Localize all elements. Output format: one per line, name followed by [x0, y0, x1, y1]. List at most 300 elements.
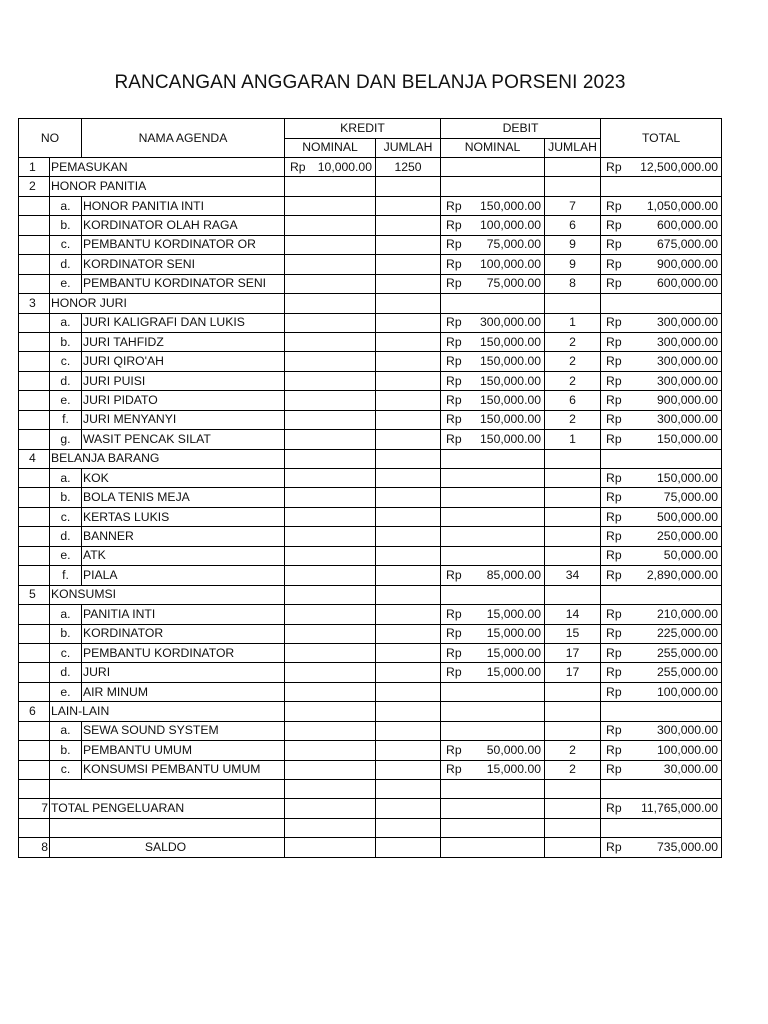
debit-nominal: [441, 838, 545, 857]
total-amount: [601, 643, 722, 662]
currency-symbol: Rp: [606, 548, 622, 563]
total-amount-value: 12,500,000.00: [640, 159, 719, 174]
currency-symbol: Rp: [606, 276, 622, 291]
kredit-nominal: [285, 352, 376, 371]
sub-letter: b.: [50, 624, 82, 643]
currency-symbol: Rp: [606, 354, 622, 369]
agenda-name: JURI PIDATO: [82, 391, 285, 410]
kredit-nominal: [285, 605, 376, 624]
currency-symbol: Rp: [606, 470, 622, 485]
sub-letter: c.: [50, 760, 82, 779]
total-amount-value: 250,000.00: [657, 529, 719, 544]
agenda-name: AIR MINUM: [82, 682, 285, 701]
total-amount-value: 100,000.00: [657, 742, 719, 757]
debit-jumlah: 2: [545, 371, 601, 390]
kredit-nominal: [285, 838, 376, 857]
kredit-nominal: [285, 566, 376, 585]
table-row: [19, 391, 722, 410]
table-row: [19, 818, 722, 837]
debit-nominal: [441, 332, 545, 351]
debit-nominal: [441, 196, 545, 215]
debit-jumlah: [545, 546, 601, 565]
kredit-nominal: [285, 682, 376, 701]
debit-jumlah: 9: [545, 255, 601, 274]
row-number: [19, 235, 50, 254]
agenda-name: SEWA SOUND SYSTEM: [82, 721, 285, 740]
total-amount-value: 2,890,000.00: [646, 567, 719, 582]
agenda-name: PEMBANTU KORDINATOR: [82, 643, 285, 662]
table-row: [19, 799, 722, 818]
kredit-jumlah: [376, 780, 441, 799]
kredit-nominal: [285, 332, 376, 351]
debit-nominal-value: 85,000.00: [486, 567, 542, 582]
agenda-name: PEMBANTU KORDINATOR OR: [82, 235, 285, 254]
summary-label: TOTAL PENGELUARAN: [50, 799, 285, 818]
currency-symbol: Rp: [606, 431, 622, 446]
kredit-jumlah: [376, 605, 441, 624]
currency-symbol: Rp: [446, 431, 462, 446]
agenda-name: PIALA: [82, 566, 285, 585]
kredit-jumlah: [376, 274, 441, 293]
currency-symbol: Rp: [606, 490, 622, 505]
debit-nominal: [441, 449, 545, 468]
row-number: [19, 605, 50, 624]
total-amount-value: 900,000.00: [657, 256, 719, 271]
table-row: [19, 371, 722, 390]
sub-letter: c.: [50, 235, 82, 254]
kredit-jumlah: [376, 643, 441, 662]
row-number: [19, 216, 50, 235]
debit-nominal: [441, 527, 545, 546]
sub-letter: a.: [50, 469, 82, 488]
debit-nominal: [441, 488, 545, 507]
debit-nominal: [441, 410, 545, 429]
total-amount-value: 300,000.00: [657, 412, 719, 427]
currency-symbol: Rp: [606, 665, 622, 680]
debit-nominal-value: 150,000.00: [480, 198, 542, 213]
kredit-nominal: [285, 313, 376, 332]
row-number: [19, 643, 50, 662]
row-number: [19, 682, 50, 701]
debit-nominal: [441, 741, 545, 760]
debit-nominal-value: 50,000.00: [486, 742, 542, 757]
currency-symbol: Rp: [606, 334, 622, 349]
section-name: HONOR JURI: [50, 294, 285, 313]
debit-jumlah: 6: [545, 391, 601, 410]
kredit-jumlah: [376, 294, 441, 313]
debit-nominal: [441, 158, 545, 177]
sub-letter: a.: [50, 605, 82, 624]
currency-symbol: Rp: [446, 606, 462, 621]
sub-letter: a.: [50, 313, 82, 332]
currency-symbol: Rp: [606, 645, 622, 660]
currency-symbol: Rp: [606, 159, 622, 174]
total-amount: [601, 255, 722, 274]
row-number: 3: [19, 294, 50, 313]
kredit-jumlah: [376, 546, 441, 565]
currency-symbol: Rp: [606, 801, 622, 816]
kredit-jumlah: [376, 352, 441, 371]
currency-symbol: Rp: [446, 218, 462, 233]
total-amount-value: 600,000.00: [657, 276, 719, 291]
debit-nominal-value: 150,000.00: [480, 392, 542, 407]
currency-symbol: Rp: [606, 218, 622, 233]
total-amount: [601, 196, 722, 215]
table-row: [19, 643, 722, 662]
section-name: KONSUMSI: [50, 585, 285, 604]
sub-letter: e.: [50, 546, 82, 565]
total-amount: [601, 585, 722, 604]
currency-symbol: Rp: [606, 529, 622, 544]
currency-symbol: Rp: [606, 684, 622, 699]
kredit-nominal: [285, 663, 376, 682]
currency-symbol: Rp: [606, 315, 622, 330]
total-amount: [601, 605, 722, 624]
debit-nominal-value: 150,000.00: [480, 334, 542, 349]
total-amount: [601, 741, 722, 760]
table-row: [19, 469, 722, 488]
sub-letter: b.: [50, 741, 82, 760]
debit-nominal-value: 75,000.00: [486, 276, 542, 291]
debit-nominal: [441, 818, 545, 837]
debit-nominal: [441, 546, 545, 565]
row-number: [19, 255, 50, 274]
kredit-jumlah: [376, 371, 441, 390]
row-number: 1: [19, 158, 50, 177]
table-row: [19, 624, 722, 643]
agenda-name: JURI: [82, 663, 285, 682]
agenda-name: HONOR PANITIA INTI: [82, 196, 285, 215]
total-amount-value: 600,000.00: [657, 218, 719, 233]
debit-nominal: [441, 799, 545, 818]
table-body: [19, 158, 722, 858]
debit-nominal: [441, 371, 545, 390]
agenda-name: JURI MENYANYI: [82, 410, 285, 429]
total-amount: [601, 663, 722, 682]
table-header: [19, 119, 722, 158]
currency-symbol: Rp: [446, 665, 462, 680]
total-amount: [601, 449, 722, 468]
section-name: BELANJA BARANG: [50, 449, 285, 468]
row-number: [19, 760, 50, 779]
debit-jumlah: 14: [545, 605, 601, 624]
kredit-nominal: [285, 430, 376, 449]
kredit-nominal: [285, 799, 376, 818]
total-amount: [601, 235, 722, 254]
total-amount: [601, 158, 722, 177]
debit-jumlah: [545, 449, 601, 468]
kredit-nominal: [285, 624, 376, 643]
kredit-jumlah: [376, 507, 441, 526]
total-amount-value: 1,050,000.00: [646, 198, 719, 213]
kredit-jumlah: [376, 332, 441, 351]
currency-symbol: Rp: [446, 412, 462, 427]
debit-jumlah: 7: [545, 196, 601, 215]
total-amount: [601, 294, 722, 313]
kredit-jumlah: [376, 255, 441, 274]
table-row: [19, 527, 722, 546]
debit-nominal: [441, 235, 545, 254]
currency-symbol: Rp: [446, 742, 462, 757]
kredit-nominal: [285, 507, 376, 526]
currency-symbol: Rp: [446, 237, 462, 252]
table-row: [19, 332, 722, 351]
kredit-nominal: [285, 585, 376, 604]
section-name: PEMASUKAN: [50, 158, 285, 177]
row-number: [19, 818, 50, 837]
currency-symbol: Rp: [606, 237, 622, 252]
total-amount-value: 300,000.00: [657, 315, 719, 330]
debit-nominal-value: 15,000.00: [486, 645, 542, 660]
total-amount: [601, 566, 722, 585]
kredit-nominal: [285, 196, 376, 215]
budget-table: [18, 118, 722, 858]
kredit-nominal: [285, 546, 376, 565]
total-amount: [601, 488, 722, 507]
kredit-nominal: [285, 255, 376, 274]
currency-symbol: Rp: [446, 334, 462, 349]
kredit-jumlah: [376, 196, 441, 215]
kredit-nominal: [285, 274, 376, 293]
row-number: [19, 313, 50, 332]
kredit-nominal: [285, 391, 376, 410]
currency-symbol: Rp: [446, 645, 462, 660]
kredit-jumlah: [376, 469, 441, 488]
header-nama-agenda: NAMA AGENDA: [82, 119, 285, 158]
kredit-nominal: [285, 469, 376, 488]
debit-jumlah: [545, 780, 601, 799]
table-row: [19, 585, 722, 604]
row-number: 2: [19, 177, 50, 196]
kredit-jumlah: [376, 449, 441, 468]
sub-letter: d.: [50, 255, 82, 274]
total-amount-value: 675,000.00: [657, 237, 719, 252]
debit-nominal: [441, 624, 545, 643]
currency-symbol: Rp: [606, 567, 622, 582]
total-amount-value: 11,765,000.00: [640, 801, 719, 816]
kredit-nominal: [285, 177, 376, 196]
sub-letter: a.: [50, 196, 82, 215]
debit-jumlah: 17: [545, 663, 601, 682]
sub-letter: b.: [50, 332, 82, 351]
kredit-jumlah: [376, 682, 441, 701]
row-number: 8: [19, 838, 50, 857]
kredit-nominal: [285, 721, 376, 740]
sub-letter: f.: [50, 566, 82, 585]
debit-jumlah: 9: [545, 235, 601, 254]
table-row: [19, 702, 722, 721]
sub-letter: b.: [50, 216, 82, 235]
kredit-jumlah: 1250: [376, 158, 441, 177]
kredit-jumlah: [376, 818, 441, 837]
row-number: [19, 469, 50, 488]
kredit-nominal: [285, 818, 376, 837]
header-debit-jumlah: JUMLAH: [545, 138, 601, 158]
agenda-name: KOK: [82, 469, 285, 488]
row-number: [19, 332, 50, 351]
total-amount: [601, 546, 722, 565]
kredit-jumlah: [376, 760, 441, 779]
agenda-name: ATK: [82, 546, 285, 565]
kredit-jumlah: [376, 488, 441, 507]
row-number: [19, 546, 50, 565]
currency-symbol: Rp: [446, 626, 462, 641]
debit-jumlah: 2: [545, 741, 601, 760]
debit-jumlah: [545, 585, 601, 604]
total-amount: [601, 780, 722, 799]
table-row: [19, 488, 722, 507]
blank-cell: [50, 818, 285, 837]
total-amount-value: 300,000.00: [657, 354, 719, 369]
total-amount: [601, 313, 722, 332]
row-number: [19, 721, 50, 740]
total-amount-value: 210,000.00: [657, 606, 719, 621]
row-number: 4: [19, 449, 50, 468]
total-amount: [601, 410, 722, 429]
row-number: [19, 663, 50, 682]
table-row: [19, 235, 722, 254]
sub-letter: d.: [50, 527, 82, 546]
debit-jumlah: [545, 488, 601, 507]
currency-symbol: Rp: [606, 762, 622, 777]
debit-jumlah: 2: [545, 760, 601, 779]
row-number: [19, 566, 50, 585]
sub-letter: c.: [50, 643, 82, 662]
total-amount: [601, 371, 722, 390]
debit-jumlah: [545, 177, 601, 196]
debit-nominal-value: 15,000.00: [486, 665, 542, 680]
kredit-jumlah: [376, 585, 441, 604]
debit-jumlah: 8: [545, 274, 601, 293]
header-total: TOTAL: [601, 119, 722, 158]
row-number: [19, 527, 50, 546]
kredit-nominal: [285, 702, 376, 721]
table-row: [19, 838, 722, 857]
kredit-nominal: [285, 158, 376, 177]
debit-nominal: [441, 585, 545, 604]
table-row: [19, 566, 722, 585]
table-row: [19, 663, 722, 682]
kredit-nominal: [285, 488, 376, 507]
agenda-name: PEMBANTU KORDINATOR SENI: [82, 274, 285, 293]
total-amount-value: 50,000.00: [663, 548, 719, 563]
kredit-jumlah: [376, 527, 441, 546]
header-kredit: KREDIT: [285, 119, 441, 139]
kredit-nominal: [285, 294, 376, 313]
currency-symbol: Rp: [446, 256, 462, 271]
row-number: 7: [19, 799, 50, 818]
row-number: 5: [19, 585, 50, 604]
table-row: [19, 294, 722, 313]
row-number: [19, 391, 50, 410]
kredit-nominal: [285, 371, 376, 390]
debit-jumlah: 15: [545, 624, 601, 643]
debit-nominal: [441, 566, 545, 585]
currency-symbol: Rp: [606, 626, 622, 641]
total-amount-value: 900,000.00: [657, 392, 719, 407]
row-number: [19, 352, 50, 371]
header-kredit-nominal: NOMINAL: [285, 138, 376, 158]
total-amount: [601, 760, 722, 779]
row-number: 6: [19, 702, 50, 721]
total-amount-value: 100,000.00: [657, 684, 719, 699]
debit-jumlah: [545, 682, 601, 701]
total-amount: [601, 838, 722, 857]
debit-nominal: [441, 255, 545, 274]
total-amount-value: 300,000.00: [657, 373, 719, 388]
table-row: [19, 449, 722, 468]
table-row: [19, 313, 722, 332]
total-amount: [601, 469, 722, 488]
debit-jumlah: 2: [545, 352, 601, 371]
total-amount: [601, 430, 722, 449]
sub-letter: c.: [50, 507, 82, 526]
header-no: NO: [19, 119, 82, 158]
total-amount-value: 75,000.00: [663, 490, 719, 505]
agenda-name: BANNER: [82, 527, 285, 546]
row-number: [19, 624, 50, 643]
kredit-nominal: [285, 449, 376, 468]
debit-nominal: [441, 274, 545, 293]
table-row: [19, 196, 722, 215]
debit-jumlah: [545, 799, 601, 818]
row-number: [19, 741, 50, 760]
debit-nominal: [441, 294, 545, 313]
debit-jumlah: 1: [545, 430, 601, 449]
table-row: [19, 158, 722, 177]
currency-symbol: Rp: [446, 276, 462, 291]
kredit-jumlah: [376, 799, 441, 818]
currency-symbol: Rp: [606, 742, 622, 757]
currency-symbol: Rp: [606, 509, 622, 524]
total-amount-value: 300,000.00: [657, 334, 719, 349]
debit-jumlah: 6: [545, 216, 601, 235]
sub-letter: c.: [50, 352, 82, 371]
kredit-jumlah: [376, 663, 441, 682]
debit-nominal: [441, 430, 545, 449]
header-kredit-jumlah: JUMLAH: [376, 138, 441, 158]
kredit-jumlah: [376, 702, 441, 721]
kredit-nominal: [285, 527, 376, 546]
kredit-jumlah: [376, 235, 441, 254]
row-number: [19, 410, 50, 429]
sub-letter: e.: [50, 274, 82, 293]
debit-nominal: [441, 313, 545, 332]
total-amount-value: 150,000.00: [657, 470, 719, 485]
debit-nominal-value: 150,000.00: [480, 373, 542, 388]
total-amount-value: 500,000.00: [657, 509, 719, 524]
row-number: [19, 274, 50, 293]
debit-jumlah: [545, 527, 601, 546]
table-row: [19, 216, 722, 235]
debit-jumlah: [545, 294, 601, 313]
kredit-jumlah: [376, 313, 441, 332]
currency-symbol: Rp: [446, 198, 462, 213]
row-number: [19, 430, 50, 449]
debit-nominal-value: 15,000.00: [486, 626, 542, 641]
table-row: [19, 507, 722, 526]
row-number: [19, 488, 50, 507]
kredit-jumlah: [376, 391, 441, 410]
total-amount-value: 30,000.00: [663, 762, 719, 777]
kredit-nominal: [285, 741, 376, 760]
sub-letter: e.: [50, 682, 82, 701]
table-row: [19, 741, 722, 760]
table-row: [19, 546, 722, 565]
agenda-name: KONSUMSI PEMBANTU UMUM: [82, 760, 285, 779]
debit-nominal: [441, 780, 545, 799]
debit-jumlah: [545, 702, 601, 721]
